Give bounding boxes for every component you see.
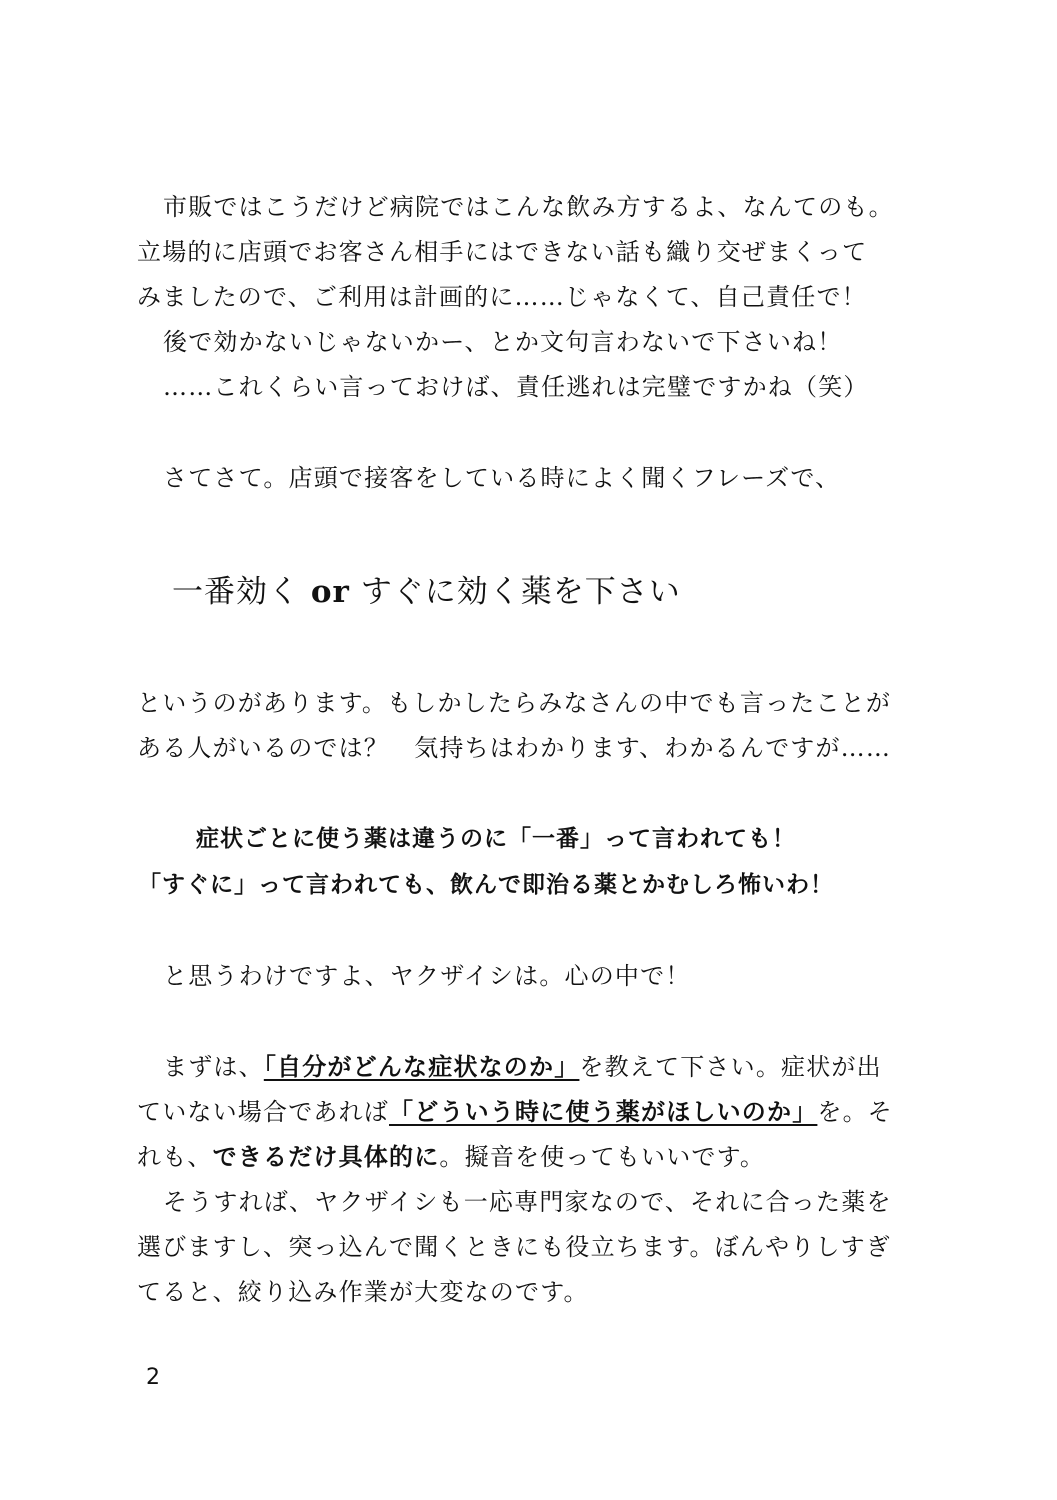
paragraph-1-line-5: ……これくらい言っておけば、責任逃れは完璧ですかね（笑）: [163, 373, 869, 401]
paragraph-3-line-2: ある人がいるのでは？ 気持ちはわかります、わかるんですが……: [137, 734, 892, 762]
paragraph-2-line-1: さてさて。店頭で接客をしている時によく聞くフレーズで、: [163, 464, 841, 492]
paragraph-5-line-1-c: を教えて下さい。症状が出: [579, 1053, 882, 1081]
paragraph-3-line-1: というのがあります。もしかしたらみなさんの中でも言ったことが: [137, 689, 892, 717]
page-number: 2: [146, 1365, 160, 1390]
paragraph-5-line-2-a: ていない場合であれば: [137, 1098, 389, 1126]
paragraph-5-line-3-c: 。擬音を使ってもいいです。: [439, 1143, 766, 1171]
paragraph-5-line-3: [137, 1142, 765, 1172]
section-heading: [172, 572, 681, 612]
paragraph-5-line-1: [163, 1052, 882, 1082]
heading-part-1: 一番効く: [172, 574, 300, 610]
paragraph-1-line-2: 立場的に店頭でお客さん相手にはできない話も織り交ぜまくって: [137, 238, 868, 266]
emphasis-line-1: 症状ごとに使う薬は違うのに「一番」って言われても！: [196, 826, 796, 852]
heading-or: or: [310, 574, 350, 610]
paragraph-5-line-3-a: れも、: [137, 1143, 213, 1171]
paragraph-5-line-1-a: まずは、: [163, 1053, 264, 1081]
underlined-emphasis-usage: 「どういう時に使う薬がほしいのか」: [389, 1098, 818, 1126]
emphasis-line-2: 「すぐに」って言われても、飲んで即治る薬とかむしろ怖いわ！: [138, 872, 834, 898]
paragraph-1-line-4: 後で効かないじゃないかー、とか文句言わないで下さいね！: [163, 328, 843, 356]
paragraph-5-line-4: そうすれば、ヤクザイシも一応専門家なので、それに合った薬を: [163, 1188, 892, 1216]
paragraph-4-line-1: と思うわけですよ、ヤクザイシは。心の中で！: [163, 962, 691, 990]
paragraph-5-line-5: 選びますし、突っ込んで聞くときにも役立ちます。ぼんやりしすぎ: [137, 1233, 892, 1261]
heading-part-3: すぐに効く薬を下さい: [360, 574, 681, 610]
paragraph-5-line-2-c: を。そ: [817, 1098, 894, 1126]
bold-emphasis-specific: できるだけ具体的に: [212, 1143, 440, 1171]
paragraph-1-line-3: みましたので、ご利用は計画的に……じゃなくて、自己責任で！: [137, 283, 867, 311]
paragraph-5-line-6: てると、絞り込み作業が大変なのです。: [137, 1278, 589, 1306]
paragraph-1-line-1: 市販ではこうだけど病院ではこんな飲み方するよ、なんてのも。: [163, 193, 894, 221]
underlined-emphasis-symptom: 「自分がどんな症状なのか」: [263, 1053, 580, 1081]
paragraph-5-line-2: [137, 1097, 893, 1127]
